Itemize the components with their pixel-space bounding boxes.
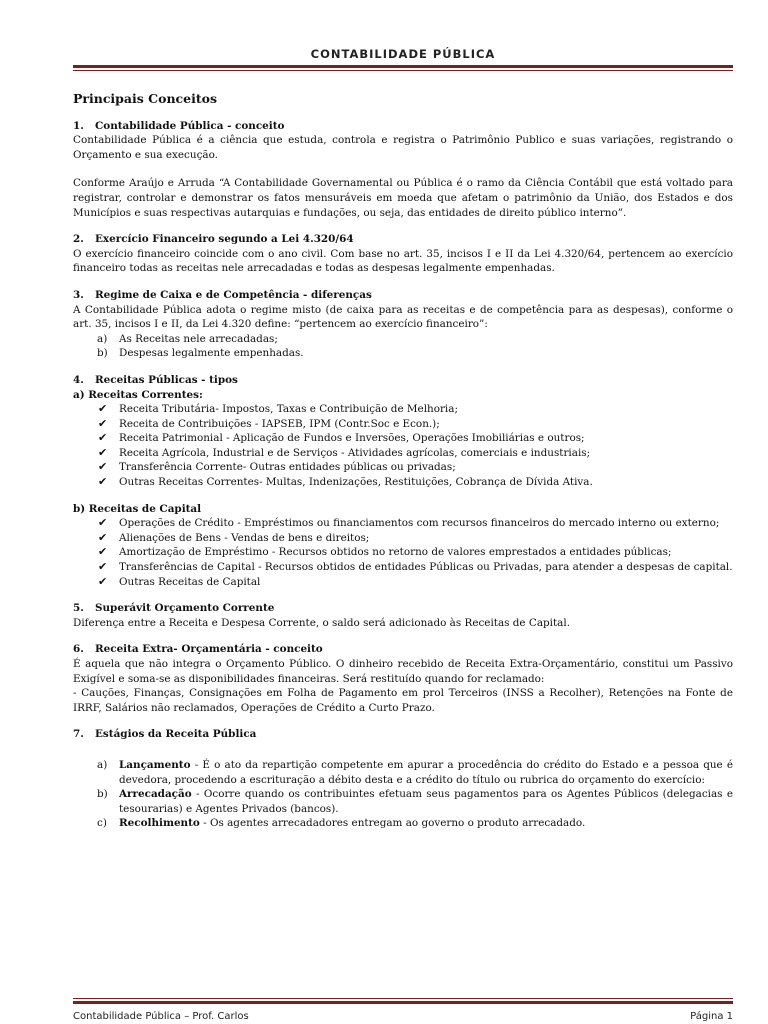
section-5: [73, 601, 733, 630]
section-heading-text: Estágios da Receita Pública: [95, 728, 257, 741]
check-icon: ✔: [98, 545, 108, 559]
section-heading-text: Regime de Caixa e de Competência - diferenças: [95, 288, 372, 301]
list-item: [73, 575, 733, 590]
section-heading: [73, 288, 733, 303]
check-icon: ✔: [98, 530, 108, 544]
list-marker: a): [97, 758, 108, 771]
section-number: 6.: [73, 643, 84, 656]
term: Arrecadação: [119, 788, 192, 801]
list-item-text: - É o ato da repartição competente em apurar a procedência do crédito do Estado e a pessoa que é devedora, procedendo a escrituração a débito desta e a crédito do título ou rubrica do orçamento do exercício:: [119, 758, 733, 786]
section-heading-text: Exercício Financeiro segundo a Lei 4.320/64: [95, 233, 354, 246]
page-title: Principais Conceitos: [73, 91, 217, 106]
footer-rule-thin: [73, 998, 733, 999]
list-item-text: Outras Receitas Correntes- Multas, Indenizações, Restituições, Cobrança de Dívida Ativa.: [119, 476, 593, 489]
footer-left: Contabilidade Pública – Prof. Carlos: [73, 1011, 249, 1022]
list-marker: b): [97, 347, 108, 360]
section-6: [73, 642, 733, 715]
alpha-list: [73, 332, 733, 361]
section-heading-text: Superávit Orçamento Corrente: [95, 602, 275, 615]
term: Recolhimento: [119, 817, 200, 830]
check-icon: ✔: [98, 431, 108, 445]
section-heading-text: Receita Extra- Orçamentária - conceito: [95, 643, 323, 656]
list-item: [73, 816, 733, 831]
section-number: 7.: [73, 728, 84, 741]
check-icon: ✔: [98, 416, 108, 430]
header-rule-thick: [73, 65, 733, 68]
list-item-text: Operações de Crédito - Empréstimos ou financiamentos com recursos financeiros do mercado interno ou externo;: [119, 517, 720, 530]
check-icon: ✔: [98, 460, 108, 474]
list-item: [73, 516, 733, 531]
paragraph: O exercício financeiro coincide com o ano civil. Com base no art. 35, incisos I e II da Lei 4.320/64, pertencem ao exercício financeiro todas as receitas nele arrecadadas e todas as despesas legalmente empenhadas.: [73, 247, 733, 275]
paragraph: Conforme Araújo e Arruda “A Contabilidade Governamental ou Pública é o ramo da Ciência Contábil que está voltado para registrar, controlar e demonstrar os fatos mensuráveis em moeda que afetam o patrimônio da União, dos Estados e dos Municípios e suas respectivas autarquias e fundações, ou seja, das entidades de direito público interno”.: [73, 177, 733, 219]
list-item: [73, 475, 733, 490]
list-marker: a): [97, 332, 108, 345]
section-heading-text: Contabilidade Pública - conceito: [95, 119, 285, 132]
list-item: [73, 758, 733, 787]
list-marker: b): [97, 788, 108, 801]
paragraph: A Contabilidade Pública adota o regime misto (de caixa para as receitas e de competência para as despesas), conforme o art. 35, incisos I e II, da Lei 4.320 define: “pertencem ao exercício financeiro”:: [73, 303, 733, 331]
paragraph: Contabilidade Pública é a ciência que estuda, controla e registra o Patrimônio Publico e suas variações, registrando o Orçamento e sua execução.: [73, 134, 733, 161]
section-number: 5.: [73, 602, 84, 615]
list-item: [73, 787, 733, 816]
check-icon: ✔: [98, 574, 108, 588]
checklist-receitas-correntes: [73, 402, 733, 490]
footer-rule-thick: [73, 1001, 733, 1004]
page-number: Página 1: [690, 1011, 733, 1022]
section-number: 3.: [73, 288, 84, 301]
list-item: [73, 431, 733, 446]
list-item-text: Transferências de Capital - Recursos obtidos de entidades Públicas ou Privadas, para atender a despesas de capital.: [119, 561, 733, 574]
section-heading: [73, 601, 733, 616]
list-item: [73, 560, 733, 575]
section-heading: [73, 642, 733, 657]
check-icon: ✔: [98, 560, 108, 574]
section-number: 4.: [73, 373, 84, 386]
list-item: [73, 545, 733, 560]
list-marker: c): [97, 817, 107, 830]
check-icon: ✔: [98, 402, 108, 416]
term: Lançamento: [119, 758, 191, 771]
header-rule-thin: [73, 70, 733, 71]
section-2: [73, 232, 733, 276]
list-item-text: Receita de Contribuições - IAPSEB, IPM (Contr.Soc e Econ.);: [119, 417, 440, 430]
section-4: [73, 373, 733, 589]
section-7: [73, 727, 733, 831]
stages-list: [73, 758, 733, 831]
list-item-text: Alienações de Bens - Vendas de bens e direitos;: [119, 531, 370, 544]
section-3: [73, 288, 733, 361]
check-icon: ✔: [98, 516, 108, 530]
section-number: 1.: [73, 119, 84, 132]
list-item: [73, 446, 733, 461]
paragraph: Diferença entre a Receita e Despesa Corrente, o saldo será adicionado às Receitas de Capital.: [73, 616, 571, 629]
list-item-text: As Receitas nele arrecadadas;: [119, 332, 278, 345]
list-item-text: Receita Tributária- Impostos, Taxas e Contribuição de Melhoria;: [119, 403, 458, 416]
section-heading: [73, 727, 733, 742]
list-item-text: - Ocorre quando os contribuintes efetuam seus pagamentos para os Agentes Públicos (delegacias e tesourarias) e Agentes Privados (bancos).: [119, 788, 733, 815]
list-item-text: Receita Patrimonial - Aplicação de Fundos e Inversões, Operações Imobiliárias e outros;: [119, 432, 585, 445]
list-item: [73, 417, 733, 432]
checklist-receitas-capital: [73, 516, 733, 589]
section-number: 2.: [73, 233, 84, 246]
list-item: [73, 460, 733, 475]
section-heading: [73, 232, 733, 247]
list-item-text: Despesas legalmente empenhadas.: [119, 347, 304, 360]
section-heading: [73, 373, 733, 388]
check-icon: ✔: [98, 445, 108, 459]
list-item-text: Transferência Corrente- Outras entidades públicas ou privadas;: [119, 461, 456, 474]
paragraph: - Cauções, Finanças, Consignações em Folha de Pagamento em prol Terceiros (INSS a Recolher), Retenções na Fonte de IRRF, Salários não reclamados, Operações de Crédito a Curto Prazo.: [73, 687, 733, 714]
list-item-text: Receita Agrícola, Industrial e de Serviços - Atividades agrícolas, comerciais e industriais;: [119, 446, 591, 459]
list-item: [73, 346, 733, 361]
section-heading-text: Receitas Públicas - tipos: [95, 373, 238, 386]
header-title: CONTABILIDADE PÚBLICA: [310, 47, 496, 61]
list-item-text: Amortização de Empréstimo - Recursos obtidos no retorno de valores emprestados a entidades públicas;: [119, 546, 672, 559]
paragraph: É aquela que não integra o Orçamento Público. O dinheiro recebido de Receita Extra-Orçamentário, constitui um Passivo Exigível e soma-se as disponibilidades financeiras. Será restituído quando for reclamado:: [73, 658, 733, 685]
list-item-text: - Os agentes arrecadadores entregam ao governo o produto arrecadado.: [199, 817, 586, 830]
list-item: [73, 332, 733, 347]
subsection-title: b) Receitas de Capital: [73, 502, 202, 515]
section-heading: [73, 119, 733, 134]
document-body: [73, 92, 733, 831]
section-1: [73, 119, 733, 221]
list-item: [73, 402, 733, 417]
check-icon: ✔: [98, 475, 108, 489]
subsection-title: a) Receitas Correntes:: [73, 388, 203, 401]
list-item-text: Outras Receitas de Capital: [119, 575, 261, 588]
list-item: [73, 531, 733, 546]
